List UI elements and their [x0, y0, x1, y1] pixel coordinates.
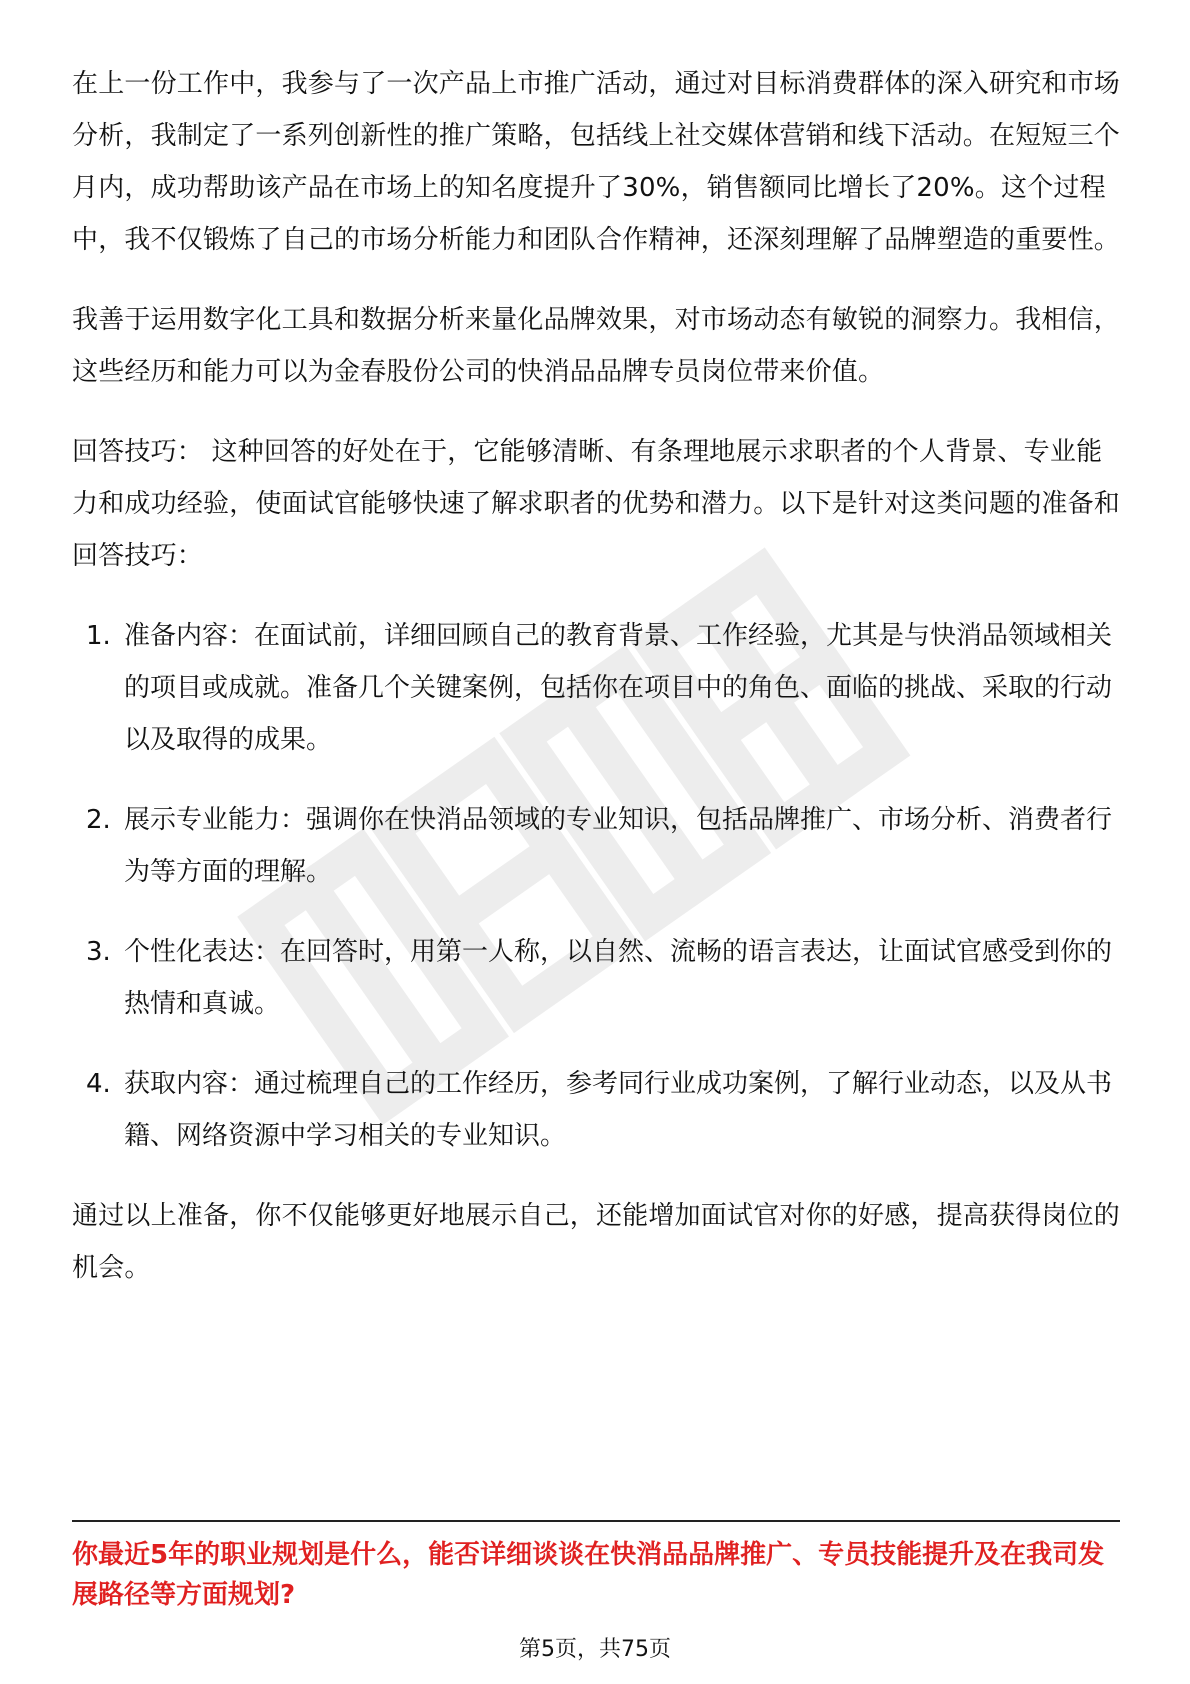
list-item: [72, 794, 1120, 898]
list-text: 准备内容：在面试前，详细回顾自己的教育背景、工作经验，尤其是与快消品领域相关的项目或成就。准备几个关键案例，包括你在项目中的角色、面临的挑战、采取的行动以及取得的成果。: [124, 621, 1113, 755]
list-number: 4.: [86, 1069, 111, 1099]
list-text: 获取内容：通过梳理自己的工作经历，参考同行业成功案例，了解行业动态，以及从书籍、网络资源中学习相关的专业知识。: [124, 1069, 1113, 1151]
list-number: 1.: [86, 621, 111, 651]
list-text: 个性化表达：在回答时，用第一人称，以自然、流畅的语言表达，让面试官感受到你的热情和真诚。: [124, 937, 1113, 1019]
list-number: 3.: [86, 937, 111, 967]
list-number: 2.: [86, 805, 111, 835]
document-body: [72, 58, 1120, 1322]
list-item: [72, 1058, 1120, 1162]
paragraph-experience: 在上一份工作中，我参与了一次产品上市推广活动，通过对目标消费群体的深入研究和市场分析，我制定了一系列创新性的推广策略，包括线上社交媒体营销和线下活动。在短短三个月内，成功帮助该产品在市场上的知名度提升了30%，销售额同比增长了20%。这个过程中，我不仅锻炼了自己的市场分析能力和团队合作精神，还深刻理解了品牌塑造的重要性。: [72, 69, 1121, 255]
section-divider: [72, 1520, 1120, 1522]
list-item: [72, 926, 1120, 1030]
paragraph-closing: 通过以上准备，你不仅能够更好地展示自己，还能增加面试官对你的好感，提高获得岗位的机会。: [72, 1201, 1121, 1283]
interview-question: 你最近5年的职业规划是什么，能否详细谈谈在快消品品牌推广、专员技能提升及在我司发展路径等方面规划?: [72, 1540, 1105, 1610]
page-number: 第5页，共75页: [519, 1637, 671, 1662]
list-item: [72, 610, 1120, 766]
list-text: 展示专业能力：强调你在快消品领域的专业知识，包括品牌推广、市场分析、消费者行为等方面的理解。: [124, 805, 1113, 887]
paragraph-answer-tips: 回答技巧： 这种回答的好处在于，它能够清晰、有条理地展示求职者的个人背景、专业能力和成功经验，使面试官能够快速了解求职者的优势和潜力。以下是针对这类问题的准备和回答技巧：: [72, 437, 1121, 571]
paragraph-skills: 我善于运用数字化工具和数据分析来量化品牌效果，对市场动态有敏锐的洞察力。我相信，这些经历和能力可以为金春股份公司的快消品品牌专员岗位带来价值。: [72, 305, 1121, 387]
